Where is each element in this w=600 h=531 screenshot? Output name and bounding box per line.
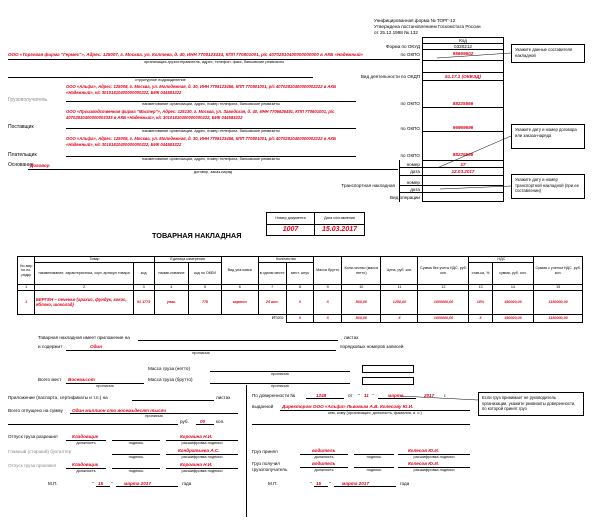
th-vat: НДС	[469, 257, 534, 263]
supplier-details: ООО «Производственная фирма "Мастер"», Адрес: 125130, г. Москва, ул. Заводская, д. 40, ИНН 7706626491, КПП 770601001, р/с 40702810400000003333 в АКБ «Надежный», к/с 30101810400000000222, БИК 044583222	[66, 109, 335, 120]
attachment-text: Товарная накладная имеет приложение на	[38, 335, 130, 340]
year-word-left: года	[182, 481, 192, 486]
okdp-code: 51.17.1 (ОКВЭД)	[445, 74, 481, 79]
accepted-position: водитель	[312, 448, 336, 453]
col-number: 3	[133, 285, 154, 291]
contains-caption: прописью	[192, 350, 210, 355]
supplier-label: Поставщик	[8, 124, 34, 130]
th-code: код	[133, 263, 154, 285]
col-number: 10	[342, 285, 381, 291]
date-month-right: марта 2017	[342, 481, 369, 486]
issued-caption: кем, кому (организация, должность, фамилия, и. о.)	[328, 410, 422, 415]
chief-accountant-label: Главный (старший) бухгалтер	[8, 449, 72, 454]
form-name: Унифицированная форма № ТОРГ-12	[374, 18, 456, 23]
doc-date: 15.03.2017	[315, 225, 365, 236]
itogo-rate: X	[469, 315, 492, 323]
th-gross: Масса брутто	[314, 257, 342, 285]
cell-n: 1	[18, 291, 35, 315]
cell-code: 91 1773	[133, 291, 154, 315]
cap-name: расшифровка подписи	[413, 454, 455, 459]
itogo-net: 800,00	[342, 315, 381, 323]
attachments-label: Приложение (паспорта, сертификаты и т.п.) на	[8, 395, 108, 400]
th-net: Коли-чество (масса нетто)	[342, 257, 381, 285]
col-number: 7	[258, 285, 286, 291]
okpo-code-3: 96969696	[452, 125, 474, 130]
cell-places: X	[286, 291, 314, 315]
year-word-right: года	[400, 481, 410, 486]
col-number: 11	[381, 285, 418, 291]
cap-position: должность	[314, 467, 334, 472]
transport-label: Транспортная накладная	[341, 183, 395, 188]
okpo-label-4: по ОКПО	[400, 153, 420, 158]
doc-number-head: Номер документа	[267, 213, 315, 225]
release-done-position: Кладовщик	[72, 462, 99, 467]
note-proxy: Если груз принимает не руководитель организации, укажите реквизиты доверенности, по которой принят груз	[478, 392, 584, 416]
places-value: Восемьсот	[68, 377, 95, 382]
divider	[246, 385, 247, 517]
consignee-label: Грузополучатель	[8, 97, 48, 103]
attachments-sheets: листах	[216, 395, 231, 400]
cap-name: расшифровка подписи	[181, 454, 223, 459]
col-number: 6	[221, 285, 258, 291]
release-done-label: Отпуск груза произвел	[8, 463, 57, 468]
transport-date-label: дата	[410, 187, 420, 192]
codes-head: Код	[459, 38, 467, 43]
okud-label: Форма по ОКУД	[385, 44, 420, 49]
cap-name: расшифровка подписи	[181, 468, 223, 473]
places-caption: прописью	[96, 383, 114, 388]
gross-caption: прописью	[271, 383, 289, 388]
cell-net: 800,00	[342, 291, 381, 315]
col-number: 9	[314, 285, 342, 291]
document-number-table	[266, 212, 365, 236]
proxy-g: г.	[444, 393, 447, 398]
received-position: водитель	[312, 461, 336, 466]
cap-sign: подпись	[128, 468, 144, 473]
itogo-places: X	[286, 315, 314, 323]
issued-value: Директором ООО «Альфа» Львовым А.В. Колесову Ю.И.	[282, 404, 414, 409]
basis-value: Договор	[30, 163, 50, 168]
items-table	[17, 256, 583, 323]
okpo-code-1: 95669602	[452, 51, 474, 56]
payer-label: Плательщик	[8, 152, 37, 158]
contains-label: и содержит	[38, 344, 63, 349]
basis-number: 17	[460, 162, 466, 167]
consignee-caption: наименование организации, адрес, номер телефона, банковские реквизиты	[142, 101, 280, 106]
col-number: 8	[286, 285, 314, 291]
form-approval: Утверждена постановлением Госкомстата России	[374, 24, 481, 29]
th-in-one: в одном месте	[258, 263, 286, 285]
okpo-label-2: по ОКПО	[400, 101, 420, 106]
basis-date: 12.03.2017	[451, 169, 475, 174]
th-unit: Единица измерения	[154, 257, 221, 263]
proxy-from: от	[348, 393, 353, 398]
th-qty: Количество	[258, 257, 314, 263]
th-vat-sum: сумма, руб. коп.	[492, 263, 534, 285]
th-places: мест, штук	[286, 263, 314, 285]
received-name: Колесов Ю.И.	[408, 461, 439, 466]
gross-box	[362, 377, 414, 385]
cap-position: должность	[76, 468, 96, 473]
basis-label: Основание	[8, 162, 34, 168]
transport-number-label: номер	[406, 180, 420, 185]
th-sum-wo: Сумма без учета НДС, руб. коп.	[418, 257, 469, 285]
okpo-label-1: по ОКПО	[400, 52, 420, 57]
date-day-left: 15	[98, 481, 104, 486]
cap-sign: подпись	[366, 454, 382, 459]
okdp-label: Вид деятельности по ОКДП	[360, 74, 420, 79]
col-number: 14	[492, 285, 534, 291]
cell-total: 1180000,00	[534, 291, 583, 315]
th-price: Цена, руб. коп.	[381, 257, 418, 285]
total-sum-value: Один миллион сто восемьдесят тысяч	[72, 408, 167, 413]
cell-name: БЕРГЕН – печенье (арахис, фундук, кокос, яблоко, шоколад)	[35, 291, 133, 315]
accepted-name: Колесов Ю.И.	[408, 448, 439, 453]
itogo-total: 1180000,00	[534, 315, 583, 323]
itogo-label: Итого	[271, 315, 284, 321]
sender-caption: организация-грузоотправитель, адрес, телефон, факс, банковские реквизиты	[143, 59, 285, 64]
release-done-name: Коровина Н.И.	[180, 462, 213, 467]
stamp-left: М.П.	[48, 481, 58, 486]
doc-number: 1007	[267, 225, 315, 236]
okpo-code-4: 88225566	[452, 152, 474, 157]
note-contract: Укажите дату и номер договора или заказа-наряда	[511, 124, 585, 149]
itogo-gross: X	[314, 315, 342, 323]
doc-date-head: Дата составления	[315, 213, 365, 225]
records-label: порядковых номеров записей	[340, 344, 404, 349]
total-sum-label: Всего отпущено на сумму	[8, 408, 63, 413]
itogo-vat: 180000,00	[492, 315, 534, 323]
col-number: 15	[534, 285, 583, 291]
kop-label: коп.	[216, 419, 225, 424]
accepted-label: Груз принял	[252, 449, 278, 454]
total-sum-caption: прописью	[145, 413, 163, 418]
cell-okei: 778	[189, 291, 221, 315]
rub-label: руб.	[180, 419, 189, 424]
dept-caption: структурное подразделение	[135, 77, 186, 82]
places-label: Всего мест	[38, 377, 62, 382]
itogo-sum-wo: 1000000,00	[418, 315, 469, 323]
contains-value: Один	[90, 344, 102, 349]
net-box	[362, 365, 414, 373]
basis-number-label: номер	[406, 162, 420, 167]
cell-sum-wo: 1000000,00	[418, 291, 469, 315]
basis-date-label: дата	[410, 169, 420, 174]
th-pack: Вид упа-ковки	[221, 257, 258, 285]
net-label: Масса груза (нетто)	[148, 366, 190, 371]
note-composer: Укажите данные составителя накладной	[511, 44, 585, 63]
payer-details: ООО «Альфа», Адрес: 125008, г. Москва, ул. Молодежная, д. 30, ИНН 7708123456, КПП 770801001, р/с 40702810400000002222 в АКБ «Надежный», к/с 30101810400000000222, БИК 044583222	[66, 136, 336, 147]
col-number: 12	[418, 285, 469, 291]
proxy-number: 1248	[316, 393, 327, 398]
th-num: Но-мер по по-рядку	[18, 257, 35, 285]
cap-position: должность	[314, 454, 334, 459]
cell-rate: 18%	[469, 291, 492, 315]
th-total: Сумма с учетом НДС, руб. коп.	[534, 257, 583, 285]
cap-sign: подпись	[128, 454, 144, 459]
okud-code: 0330212	[454, 44, 472, 49]
document-title: ТОВАРНАЯ НАКЛАДНАЯ	[152, 231, 242, 240]
chief-accountant-name: Кондратьева А.С.	[178, 448, 220, 453]
col-number: 1	[18, 285, 35, 291]
issued-label: выданной	[252, 404, 274, 409]
itogo-price: X	[381, 315, 418, 323]
proxy-label: По доверенности №	[252, 393, 296, 398]
date-month-left: марта 2017	[124, 481, 151, 486]
cap-name: расшифровка подписи	[181, 440, 223, 445]
release-permit-name: Коровина Н.И.	[180, 434, 213, 439]
cell-pack: картон	[221, 291, 258, 315]
payer-caption: наименование организации, адрес, номер телефона, банковские реквизиты	[142, 156, 280, 161]
th-rate: став-ка, %	[469, 263, 492, 285]
th-goods: Товар	[35, 257, 154, 263]
th-unit-okei: код по ОКЕИ	[189, 263, 221, 285]
cell-price: 1250,00	[381, 291, 418, 315]
release-permit-label: Отпуск груза разрешил	[8, 434, 58, 439]
form-date: от 25.12.1998 № 132	[374, 30, 418, 35]
sender-org: ООО «Торговая фирма "Гермес"», Адрес: 125007, г. Москва, ул. Колтева, д. 40, ИНН 7708123434, КПП 770801001, р/с 40702810400000000000 в АКБ «Надежный»	[8, 52, 364, 57]
gross-label: Масса груза (брутто)	[148, 377, 193, 382]
kop-value: 00	[200, 419, 206, 424]
cell-gross: X	[314, 291, 342, 315]
cell-unit: упак.	[154, 291, 189, 315]
col-number: 5	[189, 285, 221, 291]
cap-sign: подпись	[366, 467, 382, 472]
cell-in-one: 24 шт.	[258, 291, 286, 315]
table-row	[18, 291, 583, 315]
th-name: наименование, характеристика, сорт, артикул товара	[35, 263, 133, 285]
proxy-year: 2017	[424, 393, 435, 398]
itogo-row	[18, 315, 583, 323]
net-caption: прописью	[271, 371, 289, 376]
col-number: 2	[35, 285, 133, 291]
cap-sign: подпись	[128, 440, 144, 445]
cell-vat: 180000,00	[492, 291, 534, 315]
cap-position: должность	[76, 440, 96, 445]
okpo-label-3: по ОКПО	[400, 126, 420, 131]
attachment-sheets: листах	[344, 335, 359, 340]
consignee-details: ООО «Альфа», Адрес: 125008, г. Москва, ул. Молодежная, д. 30, ИНН 7708123456, КПП 770801001, р/с 40702810400000002222 в АКБ «Надежный», к/с 30101810400000000222, БИК 044583222	[66, 84, 336, 95]
supplier-caption: наименование организации, адрес, номер телефона, банковские реквизиты	[142, 128, 280, 133]
received-label: Груз получил грузополучатель	[252, 461, 288, 472]
okpo-code-2: 88225566	[452, 101, 474, 106]
note-transport: Укажите дату и номер транспортной накладной (при ее составлении)	[511, 174, 585, 199]
basis-caption: договор, заказ-наряд	[193, 169, 233, 174]
col-number: 13	[469, 285, 492, 291]
th-unit-name: наиме-нование	[154, 263, 189, 285]
col-number: 4	[154, 285, 189, 291]
release-permit-position: Кладовщик	[72, 434, 99, 439]
date-day-right: 15	[316, 481, 322, 486]
stamp-right: М.П.	[268, 481, 278, 486]
proxy-month: марта	[388, 393, 404, 398]
operation-label: Вид операции	[389, 195, 420, 200]
cap-name: расшифровка подписи	[413, 467, 455, 472]
proxy-day: 11	[364, 393, 369, 398]
